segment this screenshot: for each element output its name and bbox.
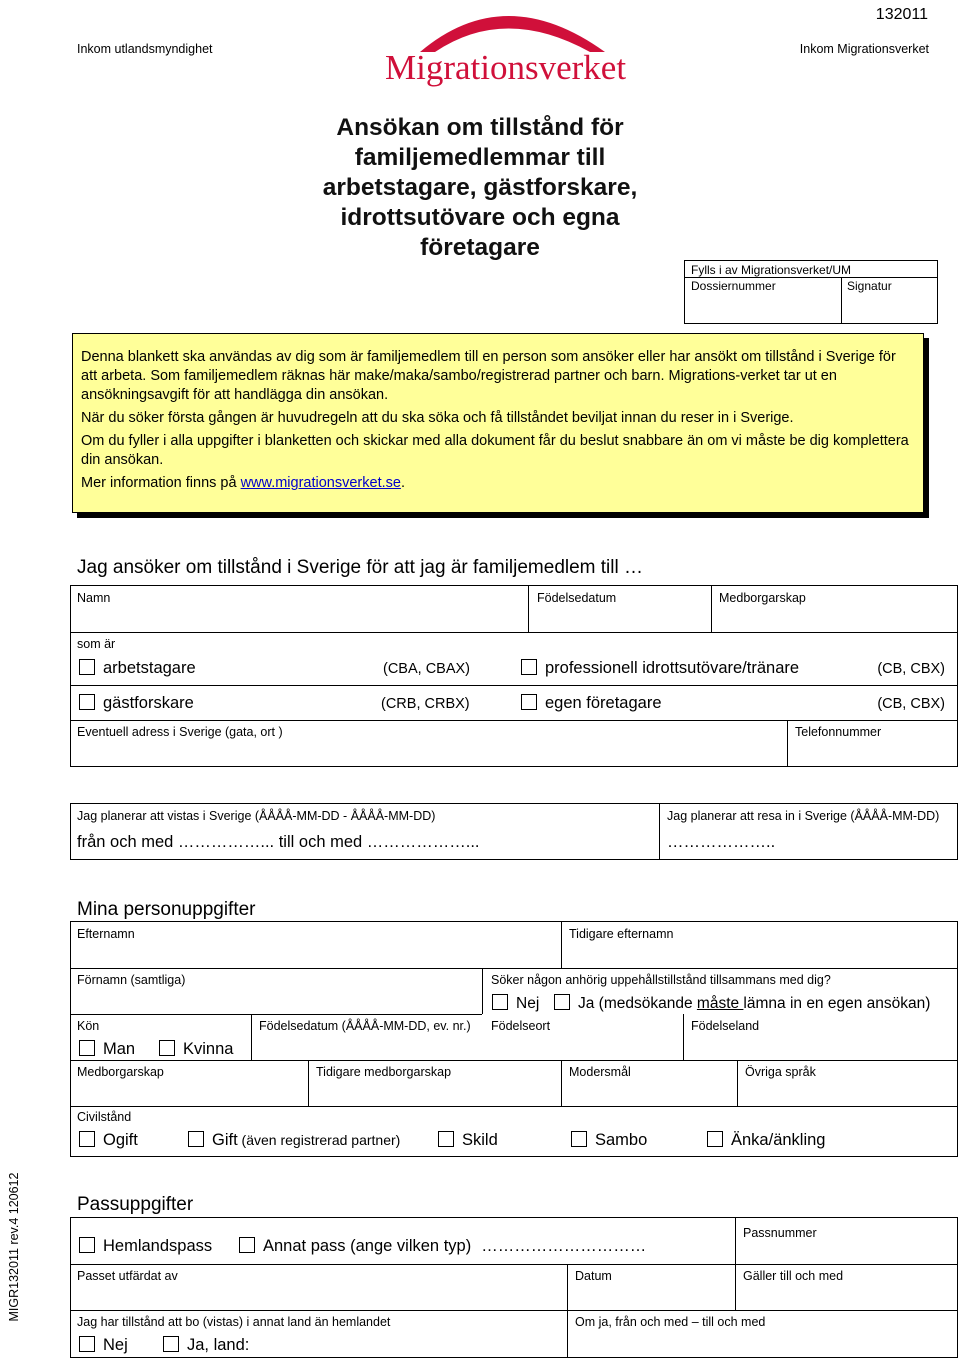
passport-section-title: Passuppgifter (77, 1194, 194, 1215)
title-line: familjemedlemmar till (354, 144, 606, 171)
sponsor-name-field[interactable]: Namn (77, 591, 111, 605)
checkbox[interactable] (521, 659, 537, 675)
planned-stay-field[interactable]: från och med ……………... till och med ………………... (77, 833, 480, 851)
personal-box (70, 921, 958, 1157)
office-use-box (684, 260, 938, 324)
valid-until-field[interactable]: Gäller till och med (743, 1269, 844, 1283)
birthdate-field[interactable]: Födelsedatum (ÅÅÅÅ-MM-DD, ev. nr.) (259, 1019, 471, 1033)
info-paragraph-2: När du söker första gången är huvudregeln att du ska söka och få tillståndet beviljat innan du reser in i Sverige. (81, 410, 794, 426)
family-member-section-title: Jag ansöker om tillstånd i Sverige för att jag är familjemedlem till … (77, 557, 644, 578)
logo-text: Migrationsverket (385, 48, 627, 87)
issue-date-field[interactable]: Datum (575, 1269, 612, 1283)
permit-no-option[interactable]: Nej (79, 1336, 128, 1355)
national-passport-option[interactable]: Hemlandspass (79, 1237, 212, 1256)
other-languages-field[interactable]: Övriga språk (745, 1065, 816, 1079)
checkbox[interactable] (492, 994, 508, 1010)
checkbox[interactable] (239, 1237, 255, 1253)
previous-surname-field[interactable]: Tidigare efternamn (569, 927, 674, 941)
civil-divorced-option[interactable]: Skild (438, 1131, 498, 1150)
info-paragraph-3: Om du fyller i alla uppgifter i blanketten och skickar med alla dokument får du beslut snabbare än om vi måste be dig komplettera din ansökan. (81, 433, 909, 468)
website-link[interactable]: www.migrationsverket.se (240, 475, 401, 491)
option-researcher[interactable]: gästforskare (79, 694, 194, 713)
visit-box (70, 803, 958, 860)
som-ar-label: som är (77, 637, 116, 651)
office-use-title: Fylls i av Migrationsverket/UM (691, 263, 852, 277)
permit-yes-option[interactable]: Ja, land: (163, 1336, 249, 1355)
firstnames-field[interactable]: Förnamn (samtliga) (77, 973, 186, 987)
family-member-box (70, 585, 958, 767)
other-passport-option[interactable]: Annat pass (ange vilken typ) ………………………… (239, 1237, 646, 1256)
civil-status-label: Civilstånd (77, 1110, 132, 1124)
passport-box (70, 1217, 958, 1358)
checkbox[interactable] (79, 694, 95, 710)
birthplace-field[interactable]: Födelseort (491, 1019, 551, 1033)
relative-yes-option[interactable]: Ja (medsökande måste lämna in en egen ansökan) (554, 994, 930, 1013)
gender-man-option[interactable]: Man (79, 1040, 135, 1059)
title-line: företagare (420, 234, 540, 261)
signature-field[interactable]: Signatur (847, 279, 892, 293)
checkbox[interactable] (79, 1336, 95, 1352)
address-field[interactable]: Eventuell adress i Sverige (gata, ort ) (77, 725, 283, 739)
issued-by-field[interactable]: Passet utfärdat av (77, 1269, 178, 1283)
relative-question: Söker någon anhörig uppehållstillstånd tillsammans med dig? (491, 973, 831, 987)
migrationsverket-logo (380, 0, 630, 95)
passport-number-field[interactable]: Passnummer (743, 1226, 817, 1240)
civil-cohabiting-option[interactable]: Sambo (571, 1131, 647, 1150)
checkbox[interactable] (438, 1131, 454, 1147)
sponsor-citizenship-field[interactable]: Medborgarskap (719, 591, 806, 605)
form-number: 132011 (875, 6, 928, 23)
athlete-code: (CB, CBX) (877, 661, 945, 677)
checkbox[interactable] (163, 1336, 179, 1352)
gender-label: Kön (77, 1019, 100, 1033)
received-migrationsverket-label: Inkom Migrationsverket (799, 42, 929, 56)
info-paragraph-4: Mer information finns på www.migrationsverket.se. (81, 475, 405, 491)
option-worker[interactable]: arbetstagare (79, 659, 196, 678)
mother-tongue-field[interactable]: Modersmål (569, 1065, 631, 1079)
checkbox[interactable] (521, 694, 537, 710)
researcher-code: (CRB, CRBX) (381, 696, 470, 712)
info-box (72, 333, 924, 513)
civil-married-option[interactable]: Gift (även registrerad partner) (188, 1131, 400, 1150)
page-title (290, 113, 670, 263)
dossier-number-field[interactable]: Dossiernummer (691, 279, 776, 293)
permit-question: Jag har tillstånd att bo (vistas) i annat land än hemlandet (77, 1315, 391, 1329)
planned-entry-label: Jag planerar att resa in i Sverige (ÅÅÅÅ-MM-DD) (667, 809, 940, 823)
checkbox[interactable] (571, 1131, 587, 1147)
checkbox[interactable] (79, 1040, 95, 1056)
civil-widowed-option[interactable]: Änka/änkling (707, 1131, 825, 1150)
planned-stay-label: Jag planerar att vistas i Sverige (ÅÅÅÅ-MM-DD - ÅÅÅÅ-MM-DD) (77, 809, 436, 823)
info-paragraph-1: Denna blankett ska användas av dig som är familjemedlem till en person som ansöker eller har ansökt om tillstånd i Sverige för att arbeta. Som familjemedlem räknas här make/maka/sambo/registrerad partner och barn. Migrations-verket tar ut en ansökningsavgift för att handlägga din ansökan. (81, 349, 896, 403)
entrepreneur-code: (CB, CBX) (877, 696, 945, 712)
checkbox[interactable] (554, 994, 570, 1010)
personal-section-title: Mina personuppgifter (77, 899, 256, 920)
worker-code: (CBA, CBAX) (383, 661, 471, 677)
phone-field[interactable]: Telefonnummer (795, 725, 882, 739)
civil-unmarried-option[interactable]: Ogift (79, 1131, 138, 1150)
checkbox[interactable] (188, 1131, 204, 1147)
sponsor-birthdate-field[interactable]: Födelsedatum (537, 591, 617, 605)
checkbox[interactable] (79, 659, 95, 675)
checkbox[interactable] (159, 1040, 175, 1056)
gender-woman-option[interactable]: Kvinna (159, 1040, 233, 1059)
previous-citizenship-field[interactable]: Tidigare medborgarskap (316, 1065, 452, 1079)
planned-entry-field[interactable]: ……………….. (667, 833, 776, 851)
title-line: arbetstagare, gästforskare, (322, 174, 638, 201)
checkbox[interactable] (79, 1131, 95, 1147)
title-line: idrottsutövare och egna (340, 204, 620, 231)
citizenship-field[interactable]: Medborgarskap (77, 1065, 164, 1079)
relative-no-option[interactable]: Nej (492, 994, 539, 1013)
checkbox[interactable] (79, 1237, 95, 1253)
birthcountry-field[interactable]: Födelseland (691, 1019, 760, 1033)
form-revision-code: MIGR132011 rev.4 120612 (7, 1172, 21, 1322)
received-abroad-label: Inkom utlandsmyndighet (77, 42, 213, 56)
surname-field[interactable]: Efternamn (77, 927, 135, 941)
title-line: Ansökan om tillstånd för (336, 114, 624, 141)
option-athlete[interactable]: professionell idrottsutövare/tränare (521, 659, 799, 678)
option-entrepreneur[interactable]: egen företagare (521, 694, 662, 713)
checkbox[interactable] (707, 1131, 723, 1147)
permit-period-field[interactable]: Om ja, från och med – till och med (575, 1315, 766, 1329)
